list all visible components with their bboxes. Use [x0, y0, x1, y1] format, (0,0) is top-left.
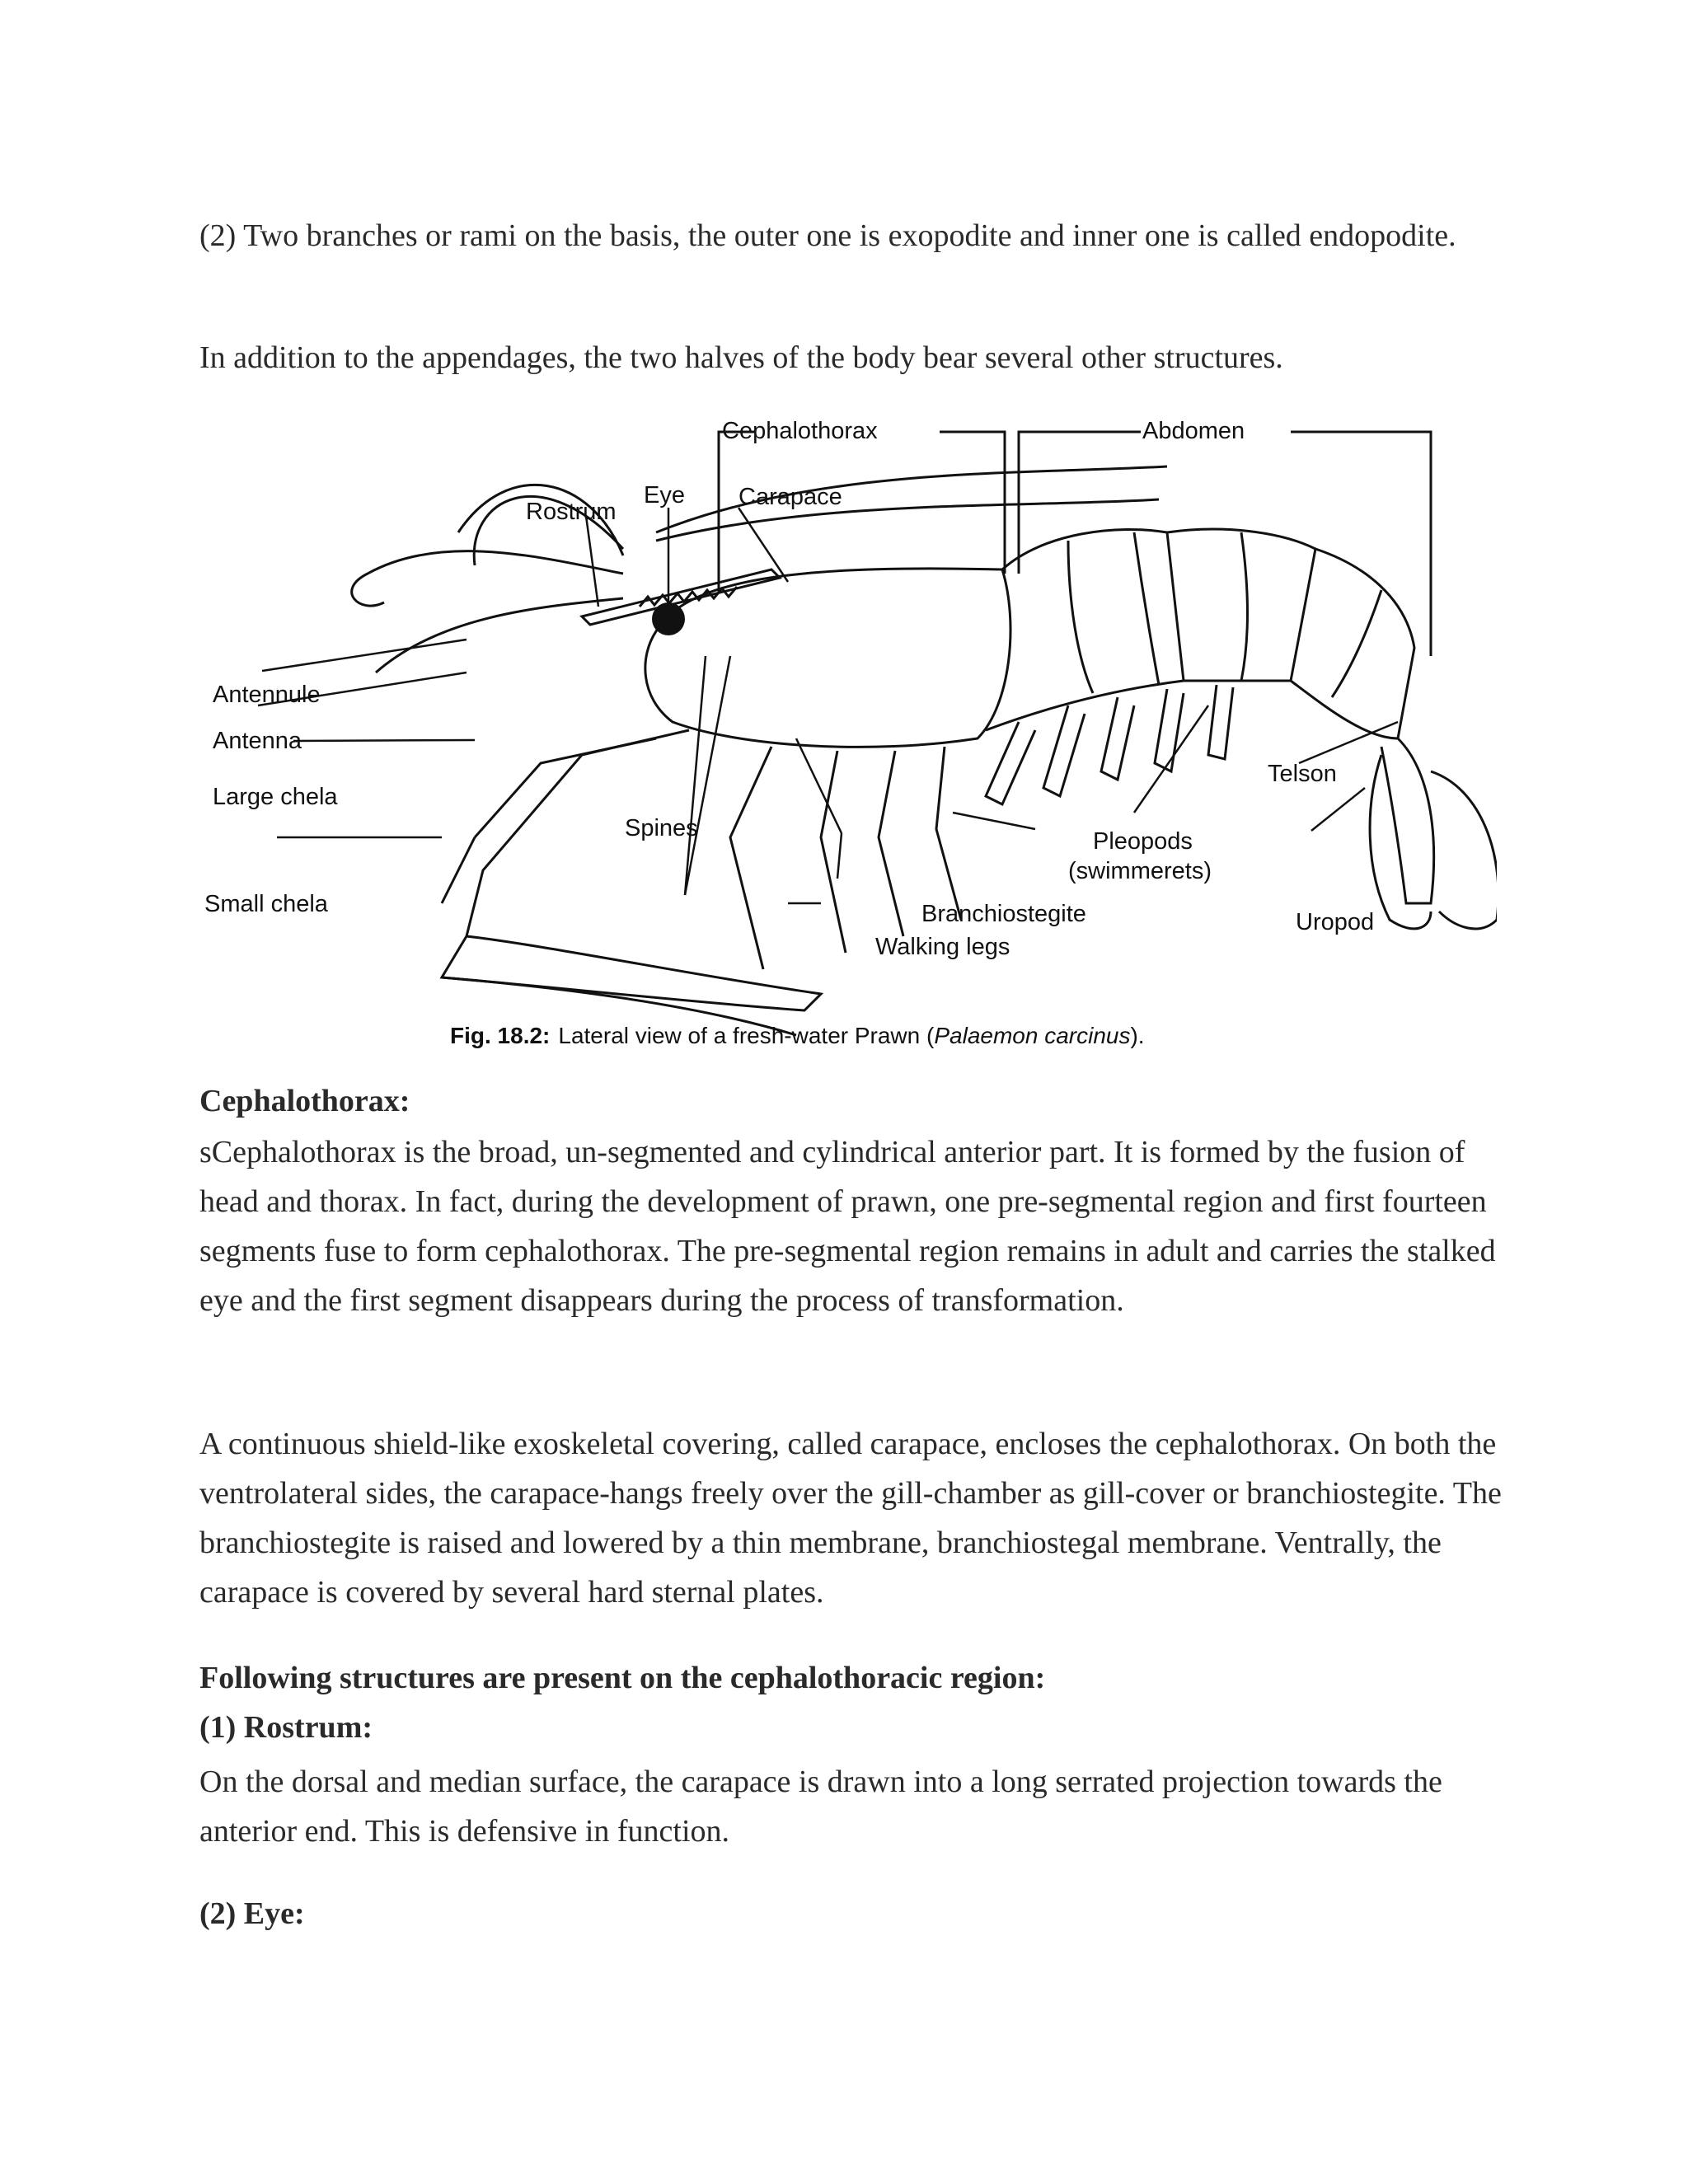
label-swimmerets: (swimmerets)	[1068, 858, 1212, 884]
eye-mark	[652, 602, 685, 635]
label-walking-legs: Walking legs	[875, 934, 1010, 960]
cephalothorax-bracket-left	[719, 432, 755, 593]
paragraph-rostrum: On the dorsal and median surface, the carapace is drawn into a long serrated projection towards the anterior end. This is defensive in function.	[199, 1765, 1442, 1849]
label-abdomen: Abdomen	[1142, 418, 1245, 444]
heading-cephalothorax: Cephalothorax:	[199, 1084, 410, 1118]
paragraph-rami: (2) Two branches or rami on the basis, the outer one is exopodite and inner one is called endopodite.	[199, 218, 1456, 253]
antenna-flagellum	[656, 466, 1167, 532]
label-uropod: Uropod	[1296, 909, 1375, 935]
label-spines: Spines	[625, 815, 698, 841]
label-eye: Eye	[644, 482, 685, 509]
label-antennule: Antennule	[213, 682, 321, 708]
heading-eye: (2) Eye:	[199, 1896, 305, 1931]
paragraph-cephalothorax-2: A continuous shield-like exoskeletal covering, called carapace, encloses the cephalothorax. On both the ventrolateral sides, the carapace-hangs freely over the gill-chamber as gill-cover or branchiostegite. The branchiostegite is raised and lowered by a thin membrane, branchiostegal membrane. Ventrally, the carapace is covered by several hard sternal plates.	[199, 1427, 1502, 1610]
paragraph-cephalothorax-1: sCephalothorax is the broad, un-segmented and cylindrical anterior part. It is formed by the fusion of head and thorax. In fact, during the development of prawn, one pre-segmental region and first fourteen segments fuse to form cephalothorax. The pre-segmental region remains in adult and carries the stalked eye and the first segment disappears during the process of transformation.	[199, 1135, 1496, 1318]
caption-prefix: Fig. 18.2:	[450, 1023, 551, 1048]
label-telson: Telson	[1268, 761, 1337, 787]
heading-structures: Following structures are present on the cephalothoracic region:	[199, 1661, 1046, 1695]
label-small-chela: Small chela	[204, 891, 328, 917]
label-large-chela: Large chela	[213, 784, 338, 810]
paragraph-appendages: In addition to the appendages, the two halves of the body bear several other structures.	[199, 340, 1283, 375]
label-pleopods: Pleopods	[1093, 828, 1193, 855]
label-branchiostegite: Branchiostegite	[921, 901, 1086, 927]
label-carapace: Carapace	[738, 484, 842, 510]
caption-species: Palaemon carcinus	[934, 1023, 1131, 1048]
label-cephalothorax: Cephalothorax	[722, 418, 878, 444]
label-antenna: Antenna	[213, 728, 302, 754]
label-rostrum: Rostrum	[526, 499, 617, 525]
heading-rostrum: (1) Rostrum:	[199, 1710, 373, 1745]
abdomen-bracket-right	[1291, 432, 1431, 656]
figure-caption	[450, 1023, 1145, 1048]
cephalothorax-bracket-right	[940, 432, 1005, 574]
caption-text: Lateral view of a fresh-water Prawn (	[558, 1023, 935, 1048]
prawn-diagram	[195, 409, 1497, 1085]
caption-end: ).	[1130, 1023, 1145, 1048]
uropod-shape	[1431, 771, 1497, 929]
telson-shape	[1381, 738, 1434, 903]
prawn-figure	[195, 409, 1497, 1085]
